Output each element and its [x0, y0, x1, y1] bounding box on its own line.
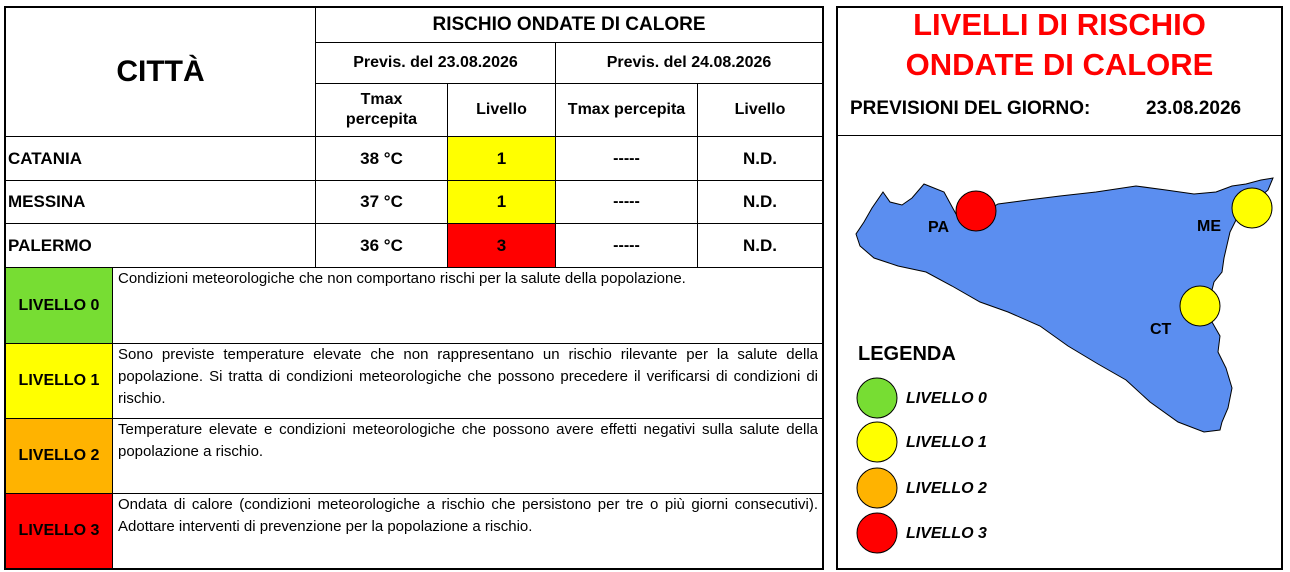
tmax2-column-header: Tmax percepita — [567, 101, 686, 118]
city-code-me: ME — [1197, 218, 1221, 235]
table-title: RISCHIO ONDATE DI CALORE — [432, 14, 706, 35]
level-day1: 1 — [448, 181, 555, 223]
legend-label-0: LIVELLO 0 — [906, 390, 987, 407]
tmax-day2: ----- — [613, 193, 640, 210]
day2-header: Previs. del 24.08.2026 — [606, 54, 772, 71]
level-day2: N.D. — [743, 148, 777, 168]
tmax-day1: 36 °C — [360, 235, 403, 255]
legend-swatch-0 — [857, 378, 897, 418]
legend-label-1: LIVELLO 1 — [906, 434, 987, 451]
city-code-pa: PA — [928, 219, 950, 236]
tmax-day2: ----- — [613, 236, 640, 254]
forecast-label: PREVISIONI DEL GIORNO: — [850, 98, 1091, 119]
city-marker-pa — [956, 191, 996, 231]
level2-column-header: Livello — [734, 101, 786, 118]
city-name: MESSINA — [8, 192, 86, 211]
city-code-ct: CT — [1150, 321, 1172, 338]
level-2-description: Temperature elevate e condizioni meteorologiche che possono avere effetti negativi sulla salute della popolazione a rischio. — [118, 421, 818, 460]
map-panel-title-line1: LIVELLI DI RISCHIO — [913, 7, 1206, 42]
legend-swatch-2 — [857, 468, 897, 508]
level-3-description: Ondata di calore (condizioni meteorologiche a rischio che persistono per tre o più giorni consecutivi). Adottare interventi di prevenzione per la popolazione a rischio. — [118, 496, 818, 535]
city-name: PALERMO — [8, 235, 92, 255]
tmax-day1: 37 °C — [360, 192, 403, 211]
legend-label-2: LIVELLO 2 — [906, 480, 987, 497]
level-day2: N.D. — [743, 235, 777, 255]
city-name: CATANIA — [8, 148, 82, 168]
legend-swatch-1 — [857, 422, 897, 462]
forecast-date: 23.08.2026 — [1146, 98, 1242, 119]
level-day2: N.D. — [743, 192, 777, 211]
level-day1: 3 — [448, 224, 555, 267]
level-1-label: LIVELLO 1 — [6, 344, 113, 418]
level-1-description: Sono previste temperature elevate che non rappresentano un rischio rilevante per la salute della popolazione. Si tratta di condizioni meteorologiche che possono precedere il verificarsi di condizioni di rischio. — [118, 346, 818, 407]
legend-title: LEGENDA — [858, 343, 956, 365]
city-marker-me — [1232, 188, 1272, 228]
map-panel-title-line2: ONDATE DI CALORE — [905, 47, 1214, 82]
city-marker-ct — [1180, 286, 1220, 326]
level-3-label: LIVELLO 3 — [6, 494, 113, 568]
level-day1: 1 — [448, 137, 555, 180]
day1-header: Previs. del 23.08.2026 — [353, 54, 518, 71]
tmax1-column-header: Tmax percepita — [345, 91, 418, 128]
sicily-map — [836, 140, 1283, 570]
level-2-label: LIVELLO 2 — [6, 419, 113, 493]
legend-swatch-3 — [857, 513, 897, 553]
tmax-day1: 38 °C — [360, 148, 403, 168]
legend-label-3: LIVELLO 3 — [906, 525, 987, 542]
tmax-day2: ----- — [613, 149, 640, 167]
level-0-label: LIVELLO 0 — [6, 268, 113, 343]
level1-column-header: Livello — [476, 101, 527, 118]
level-0-description: Condizioni meteorologiche che non comportano rischi per la salute della popolazione. — [118, 270, 686, 287]
city-column-header: CITTÀ — [116, 55, 205, 88]
